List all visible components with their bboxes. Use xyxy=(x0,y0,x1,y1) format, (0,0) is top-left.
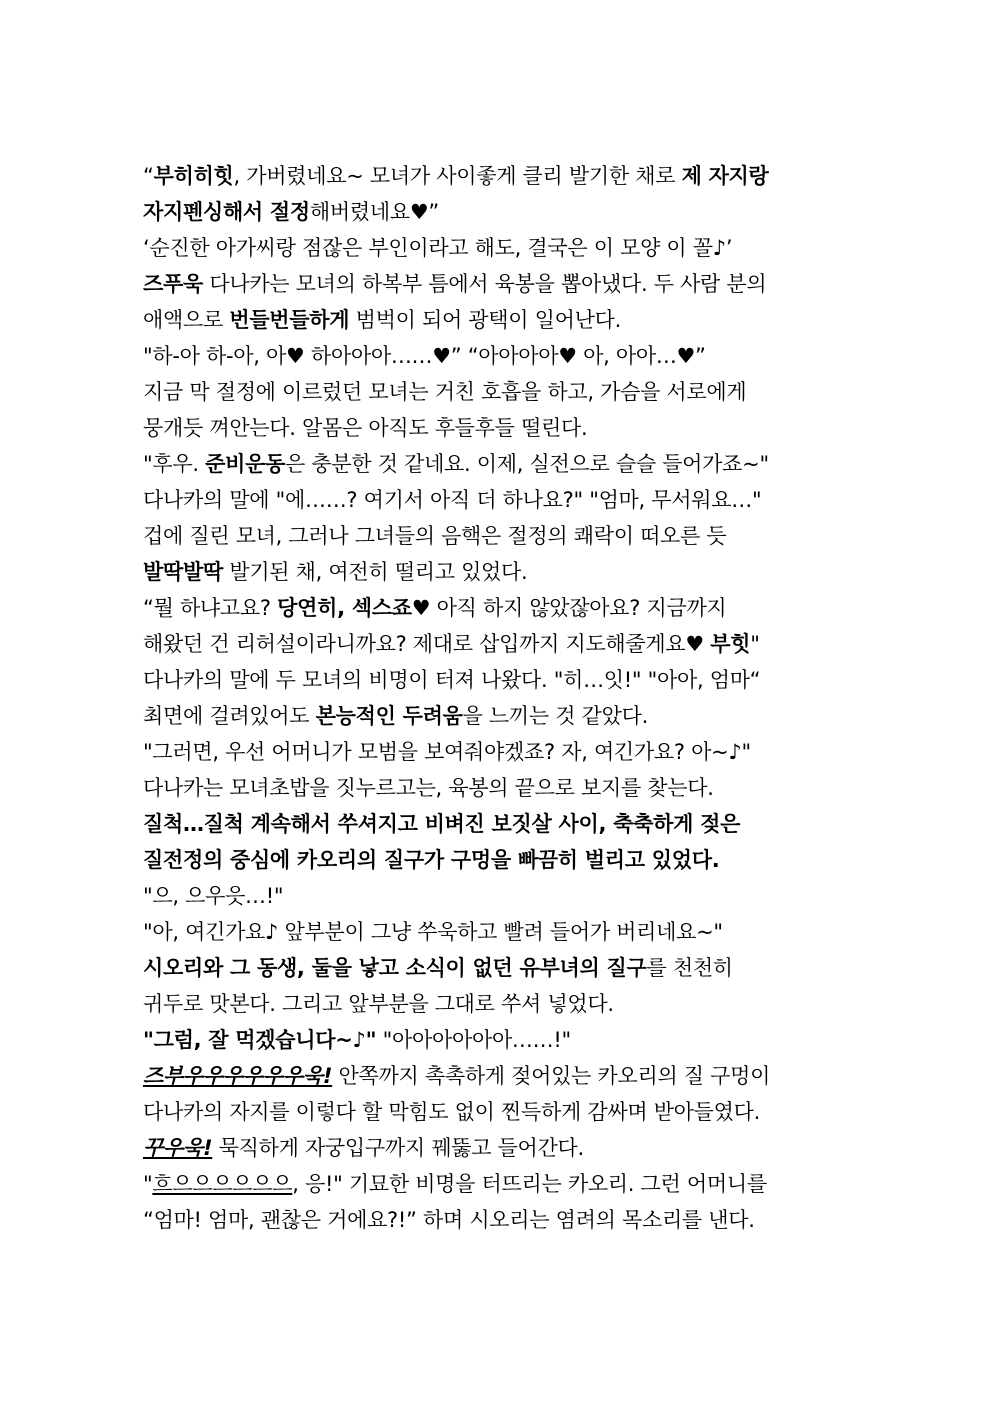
text-segment: 귀두로 맛본다. 그리고 앞부분을 그대로 쑤셔 넣었다. xyxy=(143,992,614,1016)
emphasized-text: 당연히, 섹스죠♥ xyxy=(277,596,431,620)
text-line xyxy=(143,770,853,806)
emphasized-text: 본능적인 두려움 xyxy=(315,704,463,728)
text-segment: "하-아 하-아, 아♥ 하아아아……♥” “아아아아♥ 아, 아아…♥” xyxy=(143,344,706,368)
sound-effect-text: 즈부우우우우우우욱! xyxy=(143,1064,333,1088)
text-line xyxy=(143,194,853,230)
text-line xyxy=(143,626,853,662)
text-line xyxy=(143,734,853,770)
emphasized-text: 발딱발딱 xyxy=(143,560,223,584)
text-line xyxy=(143,1058,853,1094)
emphasized-text: "그럼, 잘 먹겠습니다~♪" xyxy=(143,1028,377,1052)
text-segment: 범벅이 되어 광택이 일어난다. xyxy=(349,308,621,332)
text-line xyxy=(143,698,853,734)
text-line xyxy=(143,518,853,554)
text-segment: , 가버렸네요~ 모녀가 사이좋게 클리 발기한 채로 xyxy=(233,164,682,188)
emphasized-text: 시오리와 그 동생, 둘을 낳고 소식이 없던 유부녀의 질구 xyxy=(143,956,647,980)
text-line xyxy=(143,1130,853,1166)
text-line xyxy=(143,842,853,878)
text-segment: "으, 으우읏…!" xyxy=(143,884,284,908)
emphasized-text: 번들번들하게 xyxy=(229,308,350,332)
text-line xyxy=(143,302,853,338)
emphasized-text: 자지펜싱해서 절정 xyxy=(143,200,310,224)
text-segment: 지금 막 절정에 이르렀던 모녀는 거친 호흡을 하고, 가슴을 서로에게 xyxy=(143,380,747,404)
text-segment: ‘순진한 아가씨랑 점잖은 부인이라고 해도, 결국은 이 모양 이 꼴♪’ xyxy=(143,236,733,260)
text-line xyxy=(143,662,853,698)
text-segment: 다나카의 말에 "에……? 여기서 아직 더 하나요?" "엄마, 무서워요…" xyxy=(143,488,762,512)
text-line xyxy=(143,914,853,950)
text-segment: 묵직하게 자궁입구까지 꿰뚫고 들어간다. xyxy=(212,1136,584,1160)
text-line xyxy=(143,590,853,626)
text-segment: 를 천천히 xyxy=(646,956,733,980)
text-line xyxy=(143,482,853,518)
text-line xyxy=(143,1094,853,1130)
text-segment: “뭘 하냐고요? xyxy=(143,596,278,620)
document-body xyxy=(143,158,853,1238)
text-segment: 은 충분한 것 같네요. 이제, 실전으로 슬슬 들어가죠~" xyxy=(285,452,769,476)
text-segment: 을 느끼는 것 같았다. xyxy=(462,704,648,728)
text-segment: “엄마! 엄마, 괜찮은 거에요?!” 하며 시오리는 염려의 목소리를 낸다. xyxy=(143,1208,755,1232)
text-segment: "아, 여긴가요♪ 앞부분이 그냥 쑤욱하고 빨려 들어가 버리네요~" xyxy=(143,920,723,944)
text-line xyxy=(143,374,853,410)
emphasized-text: 질척…질척 계속해서 쑤셔지고 비벼진 보짓살 사이, 축축하게 젖은 xyxy=(143,812,741,836)
emphasized-text: 즈푸욱 xyxy=(143,272,203,296)
text-segment: 최면에 걸려있어도 xyxy=(143,704,316,728)
text-segment: , 응!" 기묘한 비명을 터뜨리는 카오리. 그런 어머니를 xyxy=(292,1172,767,1196)
text-segment: “ xyxy=(143,164,154,188)
sound-effect-text: 흐으으으으으으 xyxy=(152,1172,293,1196)
text-segment: "아아아아아아……!" xyxy=(376,1028,571,1052)
text-segment: 애액으로 xyxy=(143,308,230,332)
text-segment: 아직 하지 않았잖아요? 지금까지 xyxy=(430,596,727,620)
text-segment: " xyxy=(143,1172,153,1196)
text-line xyxy=(143,1022,853,1058)
text-line xyxy=(143,950,853,986)
text-segment: 다나카의 자지를 이렇다 할 막힘도 없이 찐득하게 감싸며 받아들였다. xyxy=(143,1100,760,1124)
text-segment: "후우. xyxy=(143,452,206,476)
text-line xyxy=(143,230,853,266)
text-segment: 겁에 질린 모녀, 그러나 그녀들의 음핵은 절정의 쾌락이 떠오른 듯 xyxy=(143,524,727,548)
emphasized-text: 준비운동 xyxy=(205,452,286,476)
text-segment: 다나카의 말에 두 모녀의 비명이 터져 나왔다. "히…잇!" "아아, 엄마“ xyxy=(143,668,761,692)
text-line xyxy=(143,806,853,842)
text-line xyxy=(143,986,853,1022)
emphasized-text: 제 자지랑 xyxy=(681,164,769,188)
text-segment: 안쪽까지 촉촉하게 젖어있는 카오리의 질 구멍이 xyxy=(332,1064,771,1088)
text-line xyxy=(143,554,853,590)
text-line xyxy=(143,1166,853,1202)
text-segment: 다나카는 모녀초밥을 짓누르고는, 육봉의 끝으로 보지를 찾는다. xyxy=(143,776,714,800)
text-line xyxy=(143,266,853,302)
text-line xyxy=(143,878,853,914)
emphasized-text: 부히히힛 xyxy=(153,164,234,188)
sound-effect-text: 꾸우욱! xyxy=(143,1136,213,1160)
text-segment: "그러면, 우선 어머니가 모범을 보여줘야겠죠? 자, 여긴가요? 아~♪" xyxy=(143,740,751,764)
emphasized-text: 부힛 xyxy=(710,632,751,656)
text-segment: 해버렸네요♥” xyxy=(309,200,439,224)
text-line xyxy=(143,158,853,194)
text-line xyxy=(143,1202,853,1238)
text-segment: 다나카는 모녀의 하복부 틈에서 육봉을 뽑아냈다. 두 사람 분의 xyxy=(202,272,767,296)
text-segment: 발기된 채, 여전히 떨리고 있었다. xyxy=(222,560,528,584)
text-line xyxy=(143,338,853,374)
text-segment: 해왔던 건 리허설이라니까요? 제대로 삽입까지 지도해줄게요♥ xyxy=(143,632,711,656)
emphasized-text: 질전정의 중심에 카오리의 질구가 구멍을 빠끔히 벌리고 있었다. xyxy=(143,848,720,872)
text-segment: " xyxy=(750,632,760,656)
text-line xyxy=(143,410,853,446)
text-segment: 뭉개듯 껴안는다. 알몸은 아직도 후들후들 떨린다. xyxy=(143,416,588,440)
text-line xyxy=(143,446,853,482)
